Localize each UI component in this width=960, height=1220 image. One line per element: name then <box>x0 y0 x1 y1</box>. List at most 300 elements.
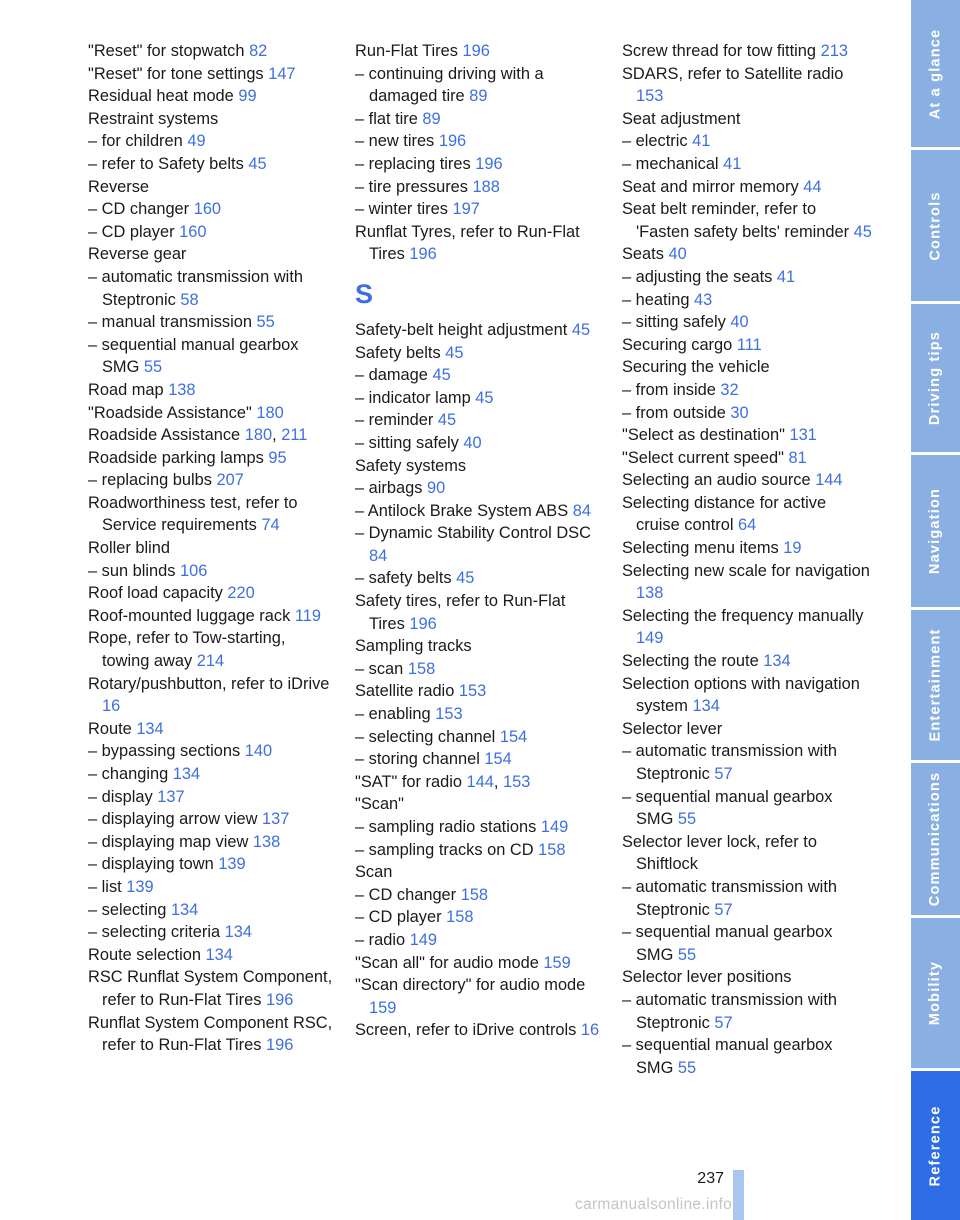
tab-label: Entertainment <box>927 628 944 742</box>
entry-text: Scan <box>355 863 393 882</box>
index-subentry <box>88 221 336 244</box>
index-subentry <box>355 929 603 952</box>
index-entry <box>88 944 336 967</box>
entry-text: – displaying town <box>88 855 214 874</box>
tab-navigation[interactable] <box>911 455 960 607</box>
page-link[interactable]: 45 <box>456 569 475 588</box>
entry-text: – heating <box>622 290 690 309</box>
page-link[interactable]: 196 <box>265 990 294 1009</box>
entry-text: Seat and mirror memory <box>622 177 799 196</box>
index-subentry <box>88 266 336 311</box>
tab-label: Reference <box>927 1105 944 1186</box>
index-subentry <box>355 153 603 176</box>
page-link[interactable]: 197 <box>452 200 480 219</box>
page-link[interactable]: 89 <box>469 87 488 106</box>
entry-text: – safety belts <box>355 569 452 588</box>
index-subentry <box>622 311 872 334</box>
page-marker <box>733 1170 744 1220</box>
page-link[interactable]: 111 <box>736 335 762 354</box>
index-entry <box>88 63 336 86</box>
page-link[interactable]: 55 <box>677 1058 697 1077</box>
entry-text: "Scan" <box>355 795 404 814</box>
page-link[interactable]: 153 <box>458 682 487 701</box>
page-link[interactable]: 211 <box>281 426 308 445</box>
entry-text: – adjusting the seats <box>622 267 773 286</box>
entry-text: Selecting the frequency manually <box>622 606 864 625</box>
index-entry <box>88 424 336 447</box>
page-link[interactable]: 158 <box>538 840 566 859</box>
index-column-2 <box>355 40 603 1042</box>
entry-text: Selector lever lock, refer to Shiftlock <box>622 832 817 874</box>
entry-text: Residual heat mode <box>88 87 234 106</box>
page-link[interactable]: 134 <box>170 900 199 919</box>
page-link[interactable]: 131 <box>789 426 817 445</box>
page-link[interactable]: 106 <box>180 561 208 580</box>
index-subentry <box>355 658 603 681</box>
page-link[interactable]: 16 <box>580 1021 600 1040</box>
tab-label: Navigation <box>927 487 944 575</box>
entry-text: Screen, refer to iDrive controls <box>355 1021 577 1040</box>
index-subentry <box>88 560 336 583</box>
index-subentry <box>355 63 603 108</box>
index-subentry <box>355 130 603 153</box>
index-subentry <box>622 989 872 1034</box>
entry-text: Seat adjustment <box>622 109 741 128</box>
page-link[interactable]: 89 <box>422 109 441 128</box>
entry-text: Roadworthiness test, refer to Service requirements <box>88 493 298 535</box>
page-link[interactable]: 134 <box>224 923 253 942</box>
index-subentry <box>622 130 872 153</box>
page-link[interactable]: 57 <box>714 1013 733 1032</box>
page-link[interactable]: 84 <box>369 546 388 565</box>
page-link[interactable]: 144 <box>815 471 843 490</box>
index-subentry <box>355 500 603 523</box>
entry-text: Selector lever <box>622 719 723 738</box>
page-link[interactable]: 134 <box>205 945 233 964</box>
index-subentry <box>355 522 603 567</box>
entry-text: Run-Flat Tires <box>355 42 458 60</box>
index-entry <box>622 492 872 537</box>
index-entry <box>622 650 872 673</box>
index-entry <box>622 537 872 560</box>
entry-text: Runflat Tyres, refer to Run-Flat Tires <box>355 222 580 264</box>
index-entry <box>88 537 336 560</box>
entry-text: – replacing bulbs <box>88 471 212 490</box>
page-link[interactable]: 134 <box>172 765 201 783</box>
entry-text: – damage <box>355 366 428 385</box>
entry-text: Seats <box>622 245 664 264</box>
page-link[interactable]: 43 <box>694 290 713 309</box>
index-subentry <box>622 740 872 785</box>
entry-text: – tire pressures <box>355 177 468 196</box>
page-link[interactable]: 74 <box>261 516 280 535</box>
index-subentry <box>355 703 603 726</box>
page-link[interactable]: 196 <box>265 1036 294 1055</box>
page-link[interactable]: 30 <box>730 403 749 422</box>
index-entry <box>622 560 872 605</box>
index-subentry <box>355 176 603 199</box>
page-link[interactable]: 49 <box>187 132 206 151</box>
entry-text: – CD player <box>88 222 175 241</box>
entry-text: Seat belt reminder, refer to 'Fasten safety belts' reminder <box>622 200 850 241</box>
index-entry <box>355 221 603 266</box>
page-link[interactable]: 45 <box>475 388 494 407</box>
page-link[interactable]: 159 <box>543 953 571 972</box>
index-entry <box>88 673 336 718</box>
page-link[interactable]: 147 <box>268 64 296 83</box>
entry-text: – flat tire <box>355 109 418 128</box>
index-entry <box>622 469 872 492</box>
index-subentry <box>355 748 603 771</box>
entry-text: Roadside parking lamps <box>88 448 264 467</box>
index-entry <box>355 974 603 1019</box>
entry-text: – CD player <box>355 908 442 927</box>
page-number: 237 <box>697 1170 724 1187</box>
index-entry <box>622 718 872 741</box>
page-link[interactable]: 55 <box>677 945 697 964</box>
page-link[interactable]: 160 <box>179 222 207 241</box>
entry-text: – sitting safely <box>622 313 726 332</box>
entry-text: – manual transmission <box>88 313 252 332</box>
index-entry <box>88 605 336 628</box>
tab-at-a-glance[interactable] <box>911 0 960 147</box>
page-link[interactable]: 180 <box>244 426 273 445</box>
page-link[interactable]: 95 <box>268 448 287 467</box>
entry-text: Rotary/pushbutton, refer to iDrive <box>88 674 330 693</box>
page-link[interactable]: 140 <box>244 742 273 761</box>
index-entry <box>355 455 603 478</box>
page-link[interactable]: 213 <box>820 42 848 60</box>
page-link[interactable]: 32 <box>720 380 739 399</box>
entry-text: "Roadside Assistance" <box>88 403 252 422</box>
page-link[interactable]: 55 <box>677 810 697 829</box>
page-link[interactable]: 196 <box>409 245 437 264</box>
page-link[interactable]: 139 <box>126 877 154 896</box>
entry-text: Safety belts <box>355 343 441 362</box>
entry-text: "Reset" for tone settings <box>88 64 264 83</box>
page-link[interactable]: 41 <box>723 154 742 173</box>
index-entry <box>355 793 603 816</box>
entry-text: Roof-mounted luggage rack <box>88 606 291 625</box>
index-entry <box>622 966 872 989</box>
entry-text: Reverse gear <box>88 245 187 264</box>
index-entry <box>622 831 872 876</box>
page-link[interactable]: 90 <box>427 479 446 498</box>
entry-text: "Scan directory" for audio mode <box>355 976 586 995</box>
entry-text: Screw thread for tow fitting <box>622 42 817 60</box>
entry-text: "Select as destination" <box>622 426 785 445</box>
entry-text: Safety tires, refer to Run-Flat Tires <box>355 592 566 633</box>
watermark: carmanualsonline.info <box>575 1196 733 1213</box>
page-link[interactable]: 149 <box>636 629 664 648</box>
page-link[interactable]: 154 <box>484 750 512 769</box>
entry-text: – automatic transmission with Steptronic <box>88 267 303 309</box>
entry-text: – automatic transmission with Steptronic <box>622 877 837 919</box>
index-entry <box>355 680 603 703</box>
section-tab-bar <box>908 0 960 1220</box>
index-subentry <box>88 831 336 854</box>
entry-text: Roof load capacity <box>88 584 223 603</box>
index-entry <box>88 402 336 425</box>
entry-text: "SAT" for radio <box>355 772 462 791</box>
entry-text: – airbags <box>355 479 423 498</box>
page-link[interactable]: 137 <box>262 810 290 829</box>
entry-text: – Dynamic Stability Control DSC <box>355 524 591 543</box>
entry-text: – sitting safely <box>355 433 459 452</box>
page-link[interactable]: 196 <box>475 154 503 173</box>
entry-text: Selecting the route <box>622 652 759 671</box>
entry-text: – replacing tires <box>355 154 471 173</box>
index-entry <box>622 243 872 266</box>
tab-reference[interactable] <box>911 1071 960 1220</box>
index-entry <box>355 635 603 658</box>
page-link[interactable]: 196 <box>462 42 490 60</box>
entry-text: – Antilock Brake System ABS <box>355 501 569 520</box>
index-entry <box>88 379 336 402</box>
entry-text: – selecting <box>88 900 167 919</box>
entry-text: SDARS, refer to Satellite radio <box>622 64 844 83</box>
index-entry <box>88 447 336 470</box>
index-subentry <box>355 409 603 432</box>
entry-text: – sequential manual gearbox SMG <box>622 923 833 964</box>
page-link[interactable]: 55 <box>143 358 163 377</box>
index-subentry <box>88 311 336 334</box>
page-link[interactable]: 158 <box>460 885 489 904</box>
index-subentry <box>88 786 336 809</box>
tab-mobility[interactable] <box>911 918 960 1068</box>
page-link[interactable]: 19 <box>783 539 802 558</box>
page-link[interactable]: 158 <box>407 659 436 678</box>
index-subentry <box>88 876 336 899</box>
page-link[interactable]: 58 <box>180 290 199 309</box>
entry-text: – display <box>88 787 153 806</box>
entry-text: Selecting menu items <box>622 539 779 558</box>
index-subentry <box>355 477 603 500</box>
page-link[interactable]: 64 <box>738 516 757 535</box>
page-link[interactable]: 57 <box>714 900 733 919</box>
page-link[interactable]: 45 <box>853 222 872 241</box>
entry-text: "Reset" for stopwatch <box>88 42 245 60</box>
index-entry <box>355 861 603 884</box>
index-entry <box>622 673 872 718</box>
entry-text: Roller blind <box>88 539 170 558</box>
page-link[interactable]: 99 <box>238 87 257 106</box>
tab-entertainment[interactable] <box>911 610 960 760</box>
index-entry <box>88 627 336 672</box>
page-link[interactable]: 153 <box>636 87 664 106</box>
entry-text: – from outside <box>622 403 726 422</box>
index-subentry <box>355 567 603 590</box>
index-subentry <box>88 334 336 379</box>
index-entry <box>355 590 603 635</box>
index-entry <box>355 342 603 365</box>
page-link[interactable]: 45 <box>248 154 267 173</box>
page-link[interactable]: 188 <box>472 177 500 196</box>
index-subentry <box>622 266 872 289</box>
page-link[interactable]: 149 <box>540 818 569 836</box>
page-link[interactable]: 119 <box>294 606 321 625</box>
page-link[interactable]: 196 <box>438 132 467 151</box>
entry-text: – displaying arrow view <box>88 810 258 829</box>
page-link[interactable]: 180 <box>256 403 284 422</box>
entry-text: – selecting channel <box>355 727 496 746</box>
page-link[interactable]: 144 <box>466 772 494 791</box>
index-entry <box>88 492 336 537</box>
page-link[interactable]: 153 <box>435 705 463 724</box>
entry-text: – for children <box>88 132 183 151</box>
entry-text: – from inside <box>622 380 716 399</box>
page-link[interactable]: 138 <box>636 584 664 603</box>
index-subentry <box>622 876 872 921</box>
page-link[interactable]: 40 <box>730 313 749 332</box>
page-link[interactable]: 82 <box>249 42 268 60</box>
page-link[interactable]: 153 <box>503 772 531 791</box>
index-entry <box>622 334 872 357</box>
page-separator: , <box>493 772 499 791</box>
index-entry <box>622 198 872 243</box>
entry-text: – CD changer <box>88 200 190 219</box>
index-subentry <box>88 853 336 876</box>
page-link[interactable]: 139 <box>218 855 246 874</box>
entry-text: – sequential manual gearbox SMG <box>622 1036 833 1077</box>
entry-text: – winter tires <box>355 200 448 219</box>
entry-text: Runflat System Component RSC, refer to Run-Flat Tires <box>88 1013 333 1055</box>
index-subentry <box>355 839 603 862</box>
entry-text: – displaying map view <box>88 832 249 851</box>
entry-text: – automatic transmission with Steptronic <box>622 742 837 783</box>
entry-text: Route <box>88 719 132 738</box>
index-entry <box>88 582 336 605</box>
tab-communications[interactable] <box>911 763 960 915</box>
index-subentry <box>88 130 336 153</box>
index-subentry <box>355 906 603 929</box>
page-link[interactable]: 41 <box>692 132 711 151</box>
page-link[interactable]: 40 <box>668 245 687 264</box>
entry-text: Restraint systems <box>88 109 219 128</box>
index-subentry <box>622 921 872 966</box>
entry-text: Road map <box>88 380 164 399</box>
index-entry <box>355 952 603 975</box>
page-link[interactable]: 45 <box>437 411 457 430</box>
page-link[interactable]: 220 <box>227 584 255 603</box>
index-entry <box>88 108 336 131</box>
entry-text: – new tires <box>355 132 435 151</box>
index-entry <box>88 85 336 108</box>
page-link[interactable]: 45 <box>445 343 464 362</box>
entry-text: Rope, refer to Tow-starting, towing away <box>88 629 286 671</box>
page-link[interactable]: 45 <box>571 320 591 339</box>
entry-text: Safety systems <box>355 456 467 475</box>
index-column-1 <box>88 40 336 1057</box>
page-link[interactable]: 40 <box>463 433 482 452</box>
index-subentry <box>88 763 336 786</box>
entry-text: – indicator lamp <box>355 388 471 407</box>
index-subentry <box>355 726 603 749</box>
tab-label: Mobility <box>927 960 944 1026</box>
index-entry <box>622 356 872 379</box>
entry-text: Selector lever positions <box>622 968 792 987</box>
index-subentry <box>355 108 603 131</box>
entry-text: – CD changer <box>355 885 457 904</box>
index-entry <box>622 63 872 108</box>
index-entry <box>355 771 603 794</box>
page-link[interactable]: 44 <box>803 177 822 196</box>
index-subentry <box>88 899 336 922</box>
section-letter: S <box>355 278 374 309</box>
page-link[interactable]: 196 <box>409 614 437 633</box>
index-entry <box>622 605 872 650</box>
entry-text: – continuing driving with a damaged tire <box>355 64 544 106</box>
page-link[interactable]: 16 <box>102 697 121 716</box>
index-entry <box>88 40 336 63</box>
page-link[interactable]: 55 <box>256 313 275 332</box>
entry-text: – sun blinds <box>88 561 176 580</box>
entry-text: Selecting distance for active cruise control <box>622 493 827 535</box>
entry-text: RSC Runflat System Component, refer to Run-Flat Tires <box>88 968 333 1009</box>
index-subentry <box>88 808 336 831</box>
entry-text: – changing <box>88 765 169 783</box>
entry-text: – electric <box>622 132 688 151</box>
page-link[interactable]: 158 <box>446 908 474 927</box>
page-link[interactable]: 134 <box>136 719 164 738</box>
entry-text: – automatic transmission with Steptronic <box>622 990 837 1032</box>
index-subentry <box>88 153 336 176</box>
entry-text: Roadside Assistance <box>88 426 241 445</box>
tab-controls[interactable] <box>911 150 960 301</box>
page-link[interactable]: 134 <box>692 697 720 716</box>
entry-text: Securing cargo <box>622 335 733 354</box>
index-entry <box>88 966 336 1011</box>
entry-text: – bypassing sections <box>88 742 241 761</box>
page-link[interactable]: 154 <box>499 727 528 746</box>
index-subentry <box>622 289 872 312</box>
page-link[interactable]: 214 <box>196 652 225 671</box>
page-link[interactable]: 160 <box>193 200 222 219</box>
entry-text: – selecting criteria <box>88 923 221 942</box>
tab-label: Driving tips <box>927 330 944 426</box>
page-link[interactable]: 81 <box>788 448 807 467</box>
page-link[interactable]: 138 <box>252 832 281 851</box>
entry-text: – scan <box>355 659 404 678</box>
page-link[interactable]: 57 <box>714 765 733 783</box>
entry-text: Sampling tracks <box>355 637 472 656</box>
page-link[interactable]: 159 <box>369 998 397 1017</box>
page-link[interactable]: 41 <box>776 267 796 286</box>
index-entry <box>355 1019 603 1042</box>
entry-text: Satellite radio <box>355 682 455 701</box>
entry-text: – list <box>88 877 122 896</box>
page-link[interactable]: 134 <box>763 652 791 671</box>
index-subentry <box>88 921 336 944</box>
entry-text: – enabling <box>355 705 431 724</box>
page-link[interactable]: 138 <box>168 380 196 399</box>
page-link[interactable]: 45 <box>432 366 451 385</box>
entry-text: Route selection <box>88 945 201 964</box>
page-link[interactable]: 137 <box>157 787 185 806</box>
index-entry <box>622 108 872 131</box>
tab-label: Communications <box>927 771 944 907</box>
page-link[interactable]: 84 <box>572 501 591 520</box>
entry-text: – refer to Safety belts <box>88 154 244 173</box>
tab-driving-tips[interactable] <box>911 304 960 452</box>
index-entry <box>622 447 872 470</box>
index-entry <box>88 176 336 199</box>
entry-text: – radio <box>355 930 406 949</box>
index-subentry <box>622 402 872 425</box>
page-link[interactable]: 207 <box>216 471 244 490</box>
index-subentry <box>355 884 603 907</box>
page-link[interactable]: 149 <box>409 930 438 949</box>
